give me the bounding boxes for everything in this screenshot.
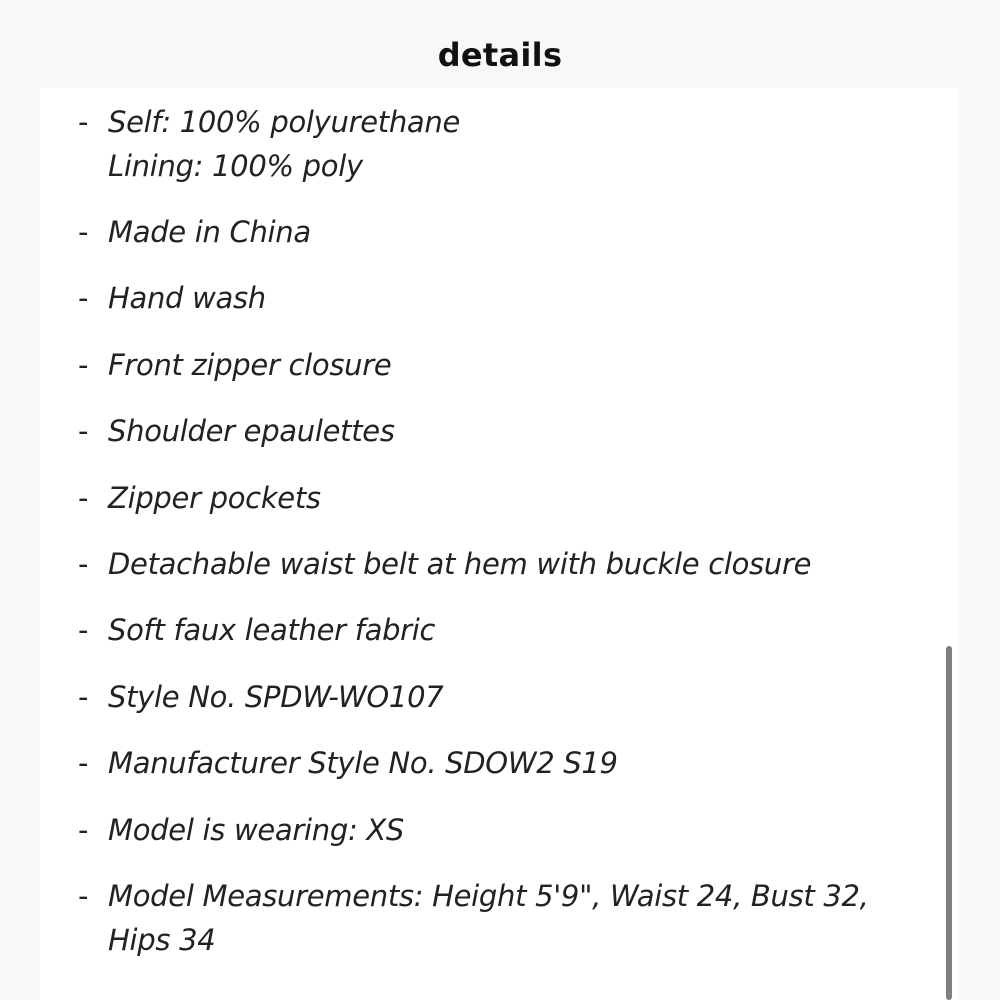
detail-text: Manufacturer Style No. SDOW2 S19 <box>108 746 618 780</box>
bullet-dash: - <box>78 414 89 448</box>
detail-text: Shoulder epaulettes <box>108 414 395 448</box>
detail-text: Model is wearing: XS <box>108 813 405 847</box>
detail-item-care <box>78 276 908 320</box>
detail-text: Style No. SPDW-WO107 <box>108 680 444 714</box>
detail-item-model-size <box>78 808 908 852</box>
detail-item-epaulettes <box>78 409 908 453</box>
detail-text-continued: Lining: 100% poly <box>108 149 363 183</box>
bullet-dash: - <box>78 348 89 382</box>
bullet-dash: - <box>78 613 89 647</box>
bullet-dash: - <box>78 813 89 847</box>
bullet-dash: - <box>78 879 89 913</box>
details-heading: details <box>437 36 563 74</box>
bullet-dash: - <box>78 105 89 139</box>
bullet-dash: - <box>78 481 89 515</box>
detail-text: Made in China <box>108 215 311 249</box>
detail-item-pockets <box>78 476 908 520</box>
detail-item-manufacturer-style <box>78 741 908 785</box>
bullet-dash: - <box>78 746 89 780</box>
detail-text: Zipper pockets <box>108 481 321 515</box>
detail-text: Soft faux leather fabric <box>108 613 436 647</box>
detail-item-belt <box>78 542 908 586</box>
detail-item-origin <box>78 210 908 254</box>
detail-text: Model Measurements: Height 5'9", Waist 24, Bust 32, <box>108 879 869 913</box>
bullet-dash: - <box>78 547 89 581</box>
detail-item-fabric <box>78 100 908 188</box>
vertical-scrollbar-thumb[interactable] <box>946 646 952 1000</box>
detail-item-material <box>78 608 908 652</box>
bullet-dash: - <box>78 215 89 249</box>
bullet-dash: - <box>78 281 89 315</box>
detail-item-style-no <box>78 675 908 719</box>
detail-item-closure <box>78 343 908 387</box>
detail-text: Self: 100% polyurethane <box>108 105 460 139</box>
detail-text-continued: Hips 34 <box>108 923 216 957</box>
detail-item-model-measurements <box>78 874 908 962</box>
detail-text: Detachable waist belt at hem with buckle closure <box>108 547 812 581</box>
bullet-dash: - <box>78 680 89 714</box>
detail-text: Hand wash <box>108 281 266 315</box>
detail-text: Front zipper closure <box>108 348 392 382</box>
